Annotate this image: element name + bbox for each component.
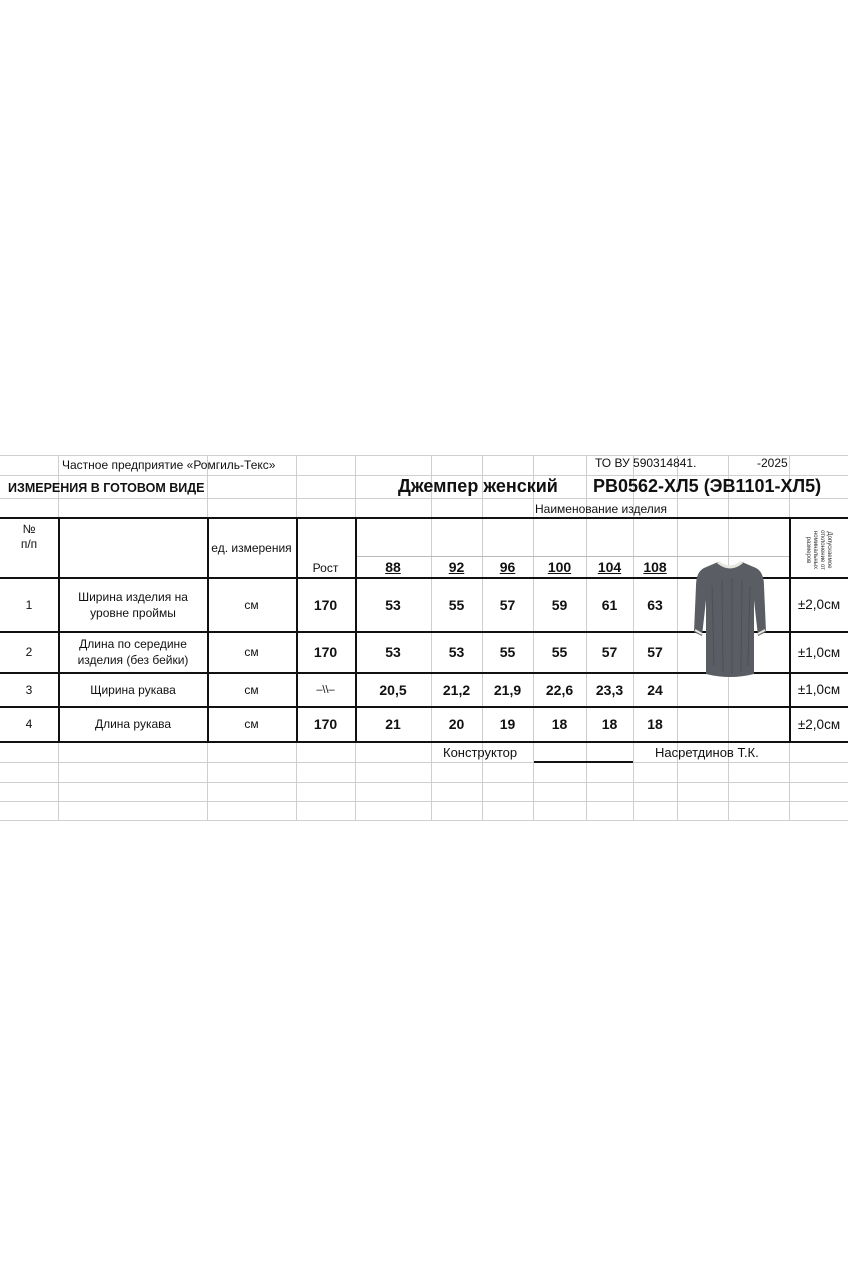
size-value: 63: [647, 596, 663, 613]
size-value: 18: [551, 716, 568, 732]
table-border: [0, 517, 848, 519]
size-value: 57: [499, 596, 516, 613]
row-number: 3: [25, 682, 33, 697]
section-title: ИЗМЕРЕНИЯ В ГОТОВОМ ВИДЕ: [8, 481, 205, 495]
col-num-header: № п/п: [20, 522, 38, 551]
size-value: 61: [601, 596, 618, 613]
product-title: Джемпер женский: [398, 476, 558, 496]
size-value: 21,2: [442, 681, 471, 698]
grid-line: [0, 762, 848, 763]
size-value: 53: [385, 644, 401, 660]
size-value: 19: [499, 716, 516, 732]
size-header: 88: [385, 559, 401, 575]
table-border: [58, 517, 60, 742]
size-header: 108: [643, 559, 667, 575]
size-value: 20: [448, 716, 465, 732]
product-name-label: Наименование изделия: [535, 502, 667, 516]
company-name: Частное предприятие «Ромгиль-Текс»: [62, 458, 276, 472]
row-tolerance: ±1,0см: [797, 682, 841, 697]
size-value: 55: [448, 596, 465, 613]
row-tolerance: ±1,0см: [797, 644, 841, 660]
size-value: 59: [551, 596, 568, 613]
size-value: 55: [499, 644, 516, 660]
size-value: 57: [647, 644, 663, 660]
size-value: 20,5: [379, 681, 407, 698]
row-unit: см: [244, 717, 259, 731]
size-value: 57: [601, 644, 618, 660]
row-height: –\\–: [316, 683, 335, 696]
grid-line: [677, 455, 678, 820]
size-header: 100: [547, 559, 572, 575]
size-value: 18: [601, 716, 618, 732]
row-height: 170: [313, 644, 338, 660]
size-value: 55: [551, 644, 568, 660]
signature-role: Конструктор: [443, 745, 518, 760]
size-value: 21,9: [493, 681, 522, 698]
product-code: РВ0562-ХЛ5 (ЭВ1101-ХЛ5): [593, 476, 822, 496]
row-number: 4: [25, 717, 33, 731]
standard-code: ТО ВУ 590314841.: [595, 456, 697, 470]
grid-line: [0, 820, 848, 821]
signature-line: [534, 761, 633, 763]
year: -2025: [757, 456, 788, 470]
row-unit: см: [244, 645, 259, 659]
row-height: 170: [313, 596, 338, 613]
size-value: 21: [385, 716, 401, 732]
size-value: 18: [647, 716, 663, 732]
row-unit: см: [244, 597, 259, 612]
table-border: [0, 741, 848, 743]
row-measurement: Длина по середине изделия (без бейки): [77, 637, 189, 667]
grid-line: [0, 782, 848, 783]
row-unit: см: [244, 682, 259, 697]
size-value: 23,3: [595, 681, 624, 698]
col-tolerance-header: Допускаемое отклонение от номинальных размеров: [805, 530, 832, 570]
grid-line: [0, 801, 848, 802]
size-value: 22,6: [545, 681, 574, 698]
row-number: 1: [25, 597, 33, 612]
row-number: 2: [25, 645, 33, 659]
size-header: 104: [597, 559, 622, 575]
row-height: 170: [313, 716, 338, 732]
grid-line: [0, 498, 848, 499]
size-value: 24: [647, 681, 663, 698]
signature-person: Насретдинов Т.К.: [655, 745, 759, 760]
row-tolerance: ±2,0см: [797, 716, 841, 732]
size-value: 53: [448, 644, 465, 660]
size-value: 53: [385, 596, 401, 613]
col-unit-header: ед. измерения: [211, 541, 292, 555]
row-measurement: Щирина рукава: [90, 682, 176, 697]
row-tolerance: ±2,0см: [797, 597, 841, 612]
row-measurement: Ширина изделия на уровне проймы: [78, 589, 188, 620]
grid-line: [0, 455, 848, 456]
col-height-header: Рост: [312, 561, 339, 575]
size-header: 96: [499, 559, 516, 575]
row-measurement: Длина рукава: [94, 717, 172, 731]
size-header: 92: [448, 559, 465, 575]
sweater-image: [692, 556, 768, 682]
